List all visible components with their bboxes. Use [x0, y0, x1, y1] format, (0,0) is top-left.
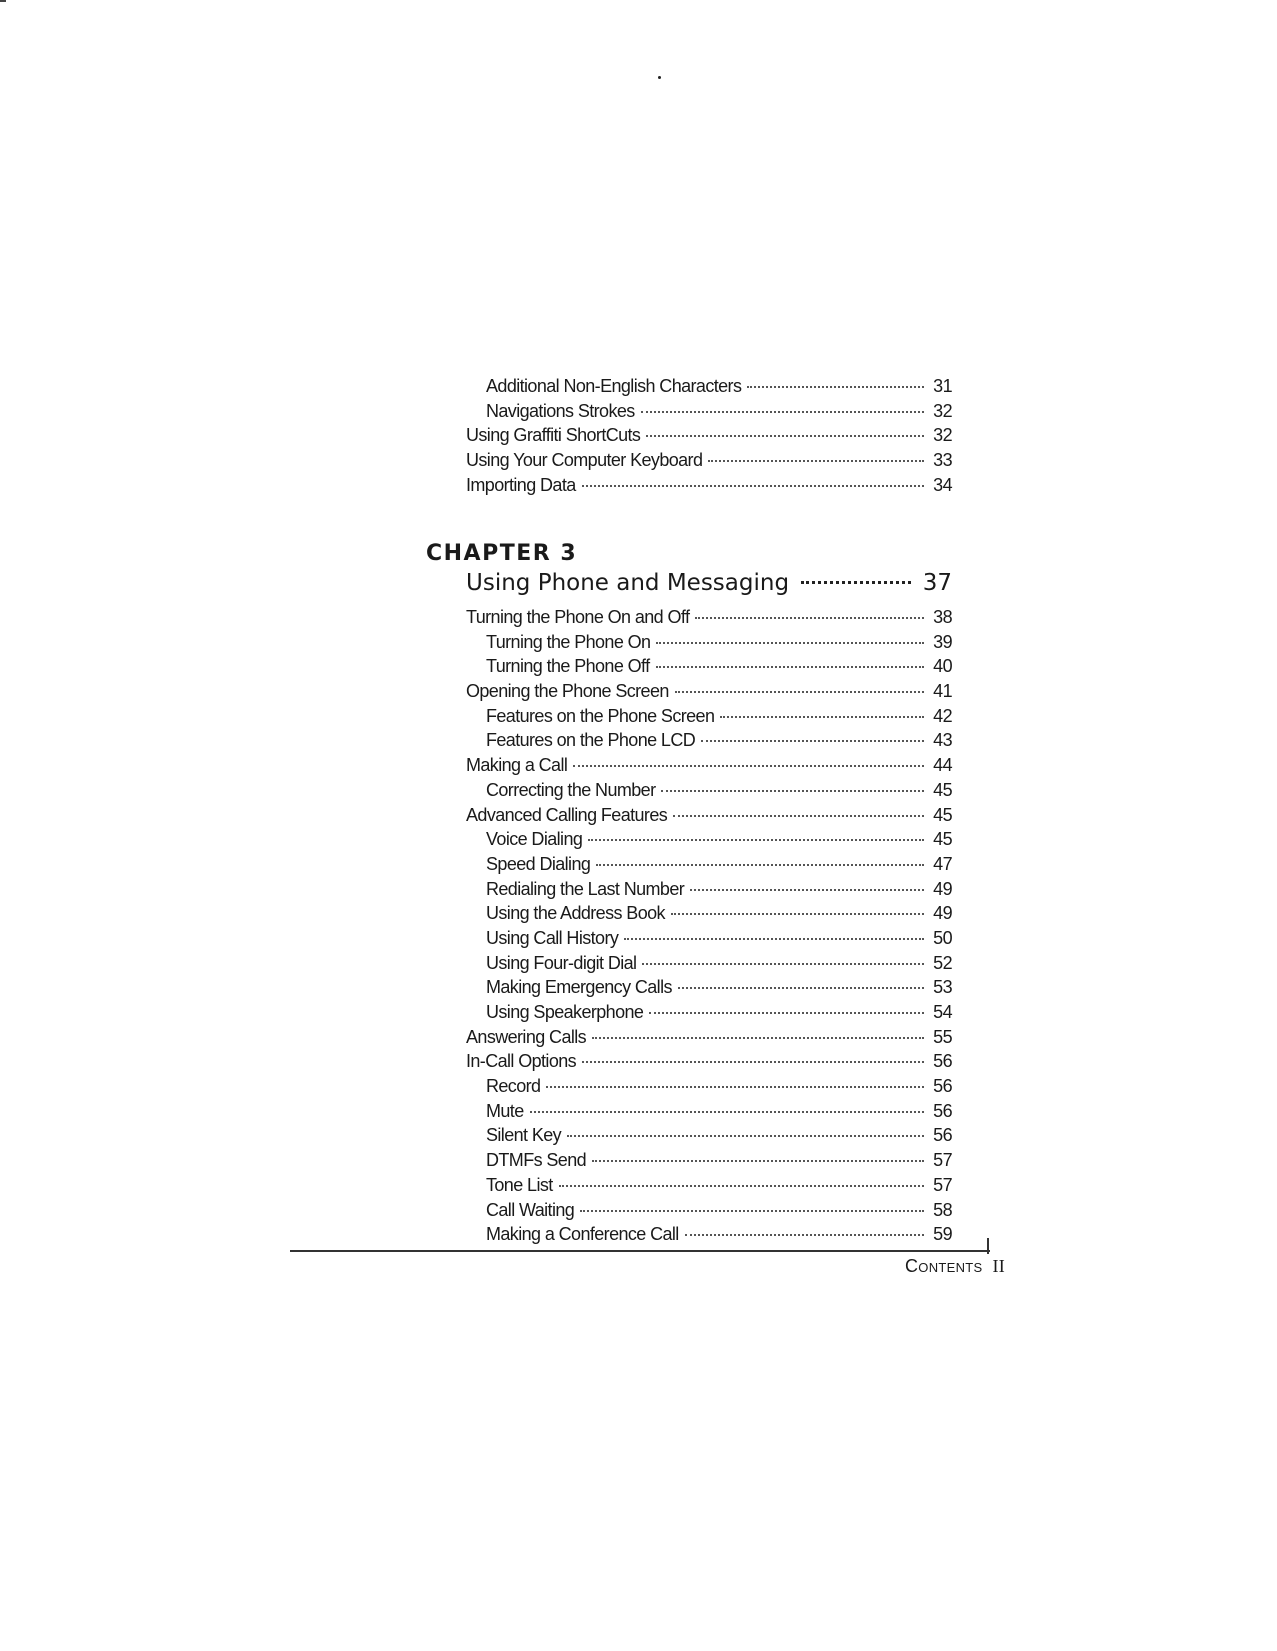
toc-entry[interactable]: [466, 951, 952, 976]
toc-entry-title: Opening the Phone Screen: [466, 681, 669, 702]
footer: [905, 1256, 1005, 1277]
toc-entry-page: 33: [933, 450, 952, 471]
toc-entry[interactable]: [466, 1222, 952, 1247]
toc-entry[interactable]: [466, 753, 952, 778]
toc-entry-leader: [530, 1111, 924, 1113]
footer-rule-tick: [987, 1238, 989, 1254]
scan-dot-mark: [658, 76, 661, 79]
toc-entry-page: 43: [933, 730, 952, 751]
toc-entry-page: 39: [933, 631, 952, 652]
toc-entry-leader: [582, 485, 924, 487]
toc-entry[interactable]: [466, 852, 952, 877]
toc-entry-leader: [546, 1086, 924, 1088]
toc-entry-leader: [582, 1061, 924, 1063]
toc-entry[interactable]: [466, 728, 952, 753]
toc-entry-leader: [747, 386, 924, 388]
toc-entry-title: Mute: [486, 1100, 524, 1121]
toc-entry[interactable]: [466, 901, 952, 926]
toc-entry-page: 57: [933, 1174, 952, 1195]
toc-entry-page: 32: [933, 400, 952, 421]
toc-entry-title: Using Speakerphone: [486, 1002, 644, 1022]
toc-entry[interactable]: [466, 1173, 952, 1198]
chapter-title-row: [466, 570, 952, 596]
toc-entry-title: Silent Key: [486, 1125, 562, 1146]
toc-entry-title: Using Graffiti ShortCuts: [466, 425, 641, 446]
toc-entry-page: 44: [933, 755, 952, 776]
toc-entry-title: Using Call History: [486, 927, 619, 948]
toc-entry[interactable]: [466, 423, 952, 448]
toc-entry-title: Turning the Phone On and Off: [466, 607, 690, 627]
toc-entry-page: 56: [933, 1100, 952, 1121]
toc-entry-page: 41: [933, 681, 952, 702]
toc-entry-page: 31: [933, 376, 952, 396]
toc-entry-leader: [701, 740, 924, 742]
toc-entry-title: Using Your Computer Keyboard: [466, 450, 703, 471]
toc-entry-page: 49: [933, 903, 952, 924]
toc-entry-title: Importing Data: [466, 474, 576, 495]
toc-entry[interactable]: [466, 877, 952, 902]
toc-entry-leader: [685, 1234, 924, 1236]
chapter-title-leader: [801, 581, 911, 584]
toc-entry-leader: [656, 666, 924, 668]
toc-entry-leader: [646, 435, 924, 437]
toc-entry-title: Features on the Phone LCD: [486, 730, 696, 751]
toc-entry-title: In-Call Options: [466, 1051, 577, 1072]
toc-entry[interactable]: [466, 1000, 952, 1025]
toc-entry-page: 50: [933, 927, 952, 948]
chapter-title-page: 37: [922, 570, 952, 596]
toc-entry-page: 52: [933, 952, 952, 973]
toc-entry-leader: [695, 617, 924, 619]
toc-entry[interactable]: [466, 1099, 952, 1124]
toc-entry-page: 53: [933, 977, 952, 998]
toc-entry[interactable]: [466, 803, 952, 828]
toc-entry-title: Call Waiting: [486, 1199, 575, 1220]
toc-entry-leader: [573, 765, 924, 767]
toc-entry[interactable]: [466, 473, 952, 498]
toc-entry-page: 38: [933, 607, 952, 627]
toc-entry-leader: [559, 1185, 924, 1187]
toc-entry-page: 54: [933, 1002, 952, 1022]
toc-entry[interactable]: [466, 975, 952, 1000]
toc-entry-page: 56: [933, 1051, 952, 1072]
toc-entry-title: Making Emergency Calls: [486, 977, 672, 998]
toc-entry-title: Turning the Phone On: [486, 631, 651, 652]
toc-entry-page: 47: [933, 853, 952, 874]
toc-entry-leader: [624, 938, 924, 940]
toc-entry[interactable]: [466, 1074, 952, 1099]
toc-entry[interactable]: [466, 1025, 952, 1050]
toc-entry-leader: [708, 460, 924, 462]
toc-entry-leader: [592, 1160, 924, 1162]
toc-entry-leader: [596, 864, 924, 866]
toc-entry[interactable]: [466, 926, 952, 951]
toc-entry-page: 40: [933, 656, 952, 677]
toc-entry-title: Making a Conference Call: [486, 1224, 679, 1245]
toc-entry[interactable]: [466, 1198, 952, 1223]
toc-entry[interactable]: [466, 605, 952, 630]
toc-entry-title: Redialing the Last Number: [486, 878, 685, 899]
toc-entry-page: 45: [933, 779, 952, 800]
toc-entry-leader: [592, 1037, 924, 1039]
toc-entry-leader: [642, 963, 924, 965]
toc-entry-title: Additional Non-English Characters: [486, 376, 742, 396]
toc-entry-title: Speed Dialing: [486, 853, 591, 874]
scan-corner-mark: [0, 0, 6, 2]
toc-entry-leader: [588, 839, 924, 841]
toc-entry-title: Tone List: [486, 1174, 553, 1195]
toc-entry-page: 55: [933, 1026, 952, 1047]
toc-entry-page: 59: [933, 1224, 952, 1245]
footer-section: Contents: [905, 1256, 983, 1276]
toc-entry[interactable]: [466, 654, 952, 679]
toc-continued-list: [466, 374, 952, 497]
toc-entry-title: Record: [486, 1076, 541, 1097]
toc-entry-page: 32: [933, 425, 952, 446]
toc-entry-leader: [580, 1210, 924, 1212]
toc-entry-page: 49: [933, 878, 952, 899]
toc-entry-leader: [649, 1012, 924, 1014]
toc-entry-page: 56: [933, 1076, 952, 1097]
toc-entry-title: Advanced Calling Features: [466, 804, 668, 825]
chapter-label: CHAPTER 3: [426, 541, 578, 566]
toc-entry-title: Turning the Phone Off: [486, 656, 650, 677]
toc-entry-title: Navigations Strokes: [486, 400, 635, 421]
toc-entry-leader: [567, 1135, 924, 1137]
toc-entry-page: 42: [933, 705, 952, 726]
toc-entry[interactable]: [466, 374, 952, 399]
toc-entry-leader: [661, 790, 924, 792]
toc-entry-title: Making a Call: [466, 755, 568, 776]
toc-entry-page: 45: [933, 829, 952, 850]
toc-entry[interactable]: [466, 399, 952, 424]
toc-entry-title: Answering Calls: [466, 1026, 587, 1047]
toc-entry[interactable]: [466, 778, 952, 803]
toc-entry-title: Correcting the Number: [486, 779, 656, 800]
toc-entry[interactable]: [466, 630, 952, 655]
toc-entry-leader: [675, 691, 924, 693]
toc-entry-leader: [690, 889, 924, 891]
toc-entry-leader: [673, 815, 924, 817]
toc-entry-title: DTMFs Send: [486, 1150, 587, 1171]
toc-entry[interactable]: [466, 679, 952, 704]
toc-entry-leader: [720, 716, 924, 718]
toc-chapter-3-list: [466, 605, 952, 1247]
toc-entry-page: 45: [933, 804, 952, 825]
toc-entry-title: Voice Dialing: [486, 829, 583, 850]
toc-entry-page: 34: [933, 474, 952, 495]
toc-entry[interactable]: [466, 1123, 952, 1148]
toc-entry-page: 58: [933, 1199, 952, 1220]
toc-entry-leader: [671, 913, 924, 915]
toc-entry-title: Using Four-digit Dial: [486, 952, 637, 973]
toc-entry[interactable]: [466, 1049, 952, 1074]
toc-entry-leader: [656, 642, 924, 644]
toc-entry[interactable]: [466, 448, 952, 473]
toc-entry-title: Using the Address Book: [486, 903, 665, 924]
toc-entry-page: 56: [933, 1125, 952, 1146]
toc-entry-page: 57: [933, 1150, 952, 1171]
toc-entry[interactable]: [466, 704, 952, 729]
toc-entry-title: Features on the Phone Screen: [486, 705, 715, 726]
toc-entry-leader: [678, 987, 924, 989]
toc-entry-leader: [641, 411, 924, 413]
chapter-title: Using Phone and Messaging: [466, 570, 790, 596]
footer-rule: [290, 1250, 990, 1252]
toc-entry[interactable]: [466, 1148, 952, 1173]
toc-entry[interactable]: [466, 827, 952, 852]
footer-page-number: II: [992, 1256, 1006, 1276]
